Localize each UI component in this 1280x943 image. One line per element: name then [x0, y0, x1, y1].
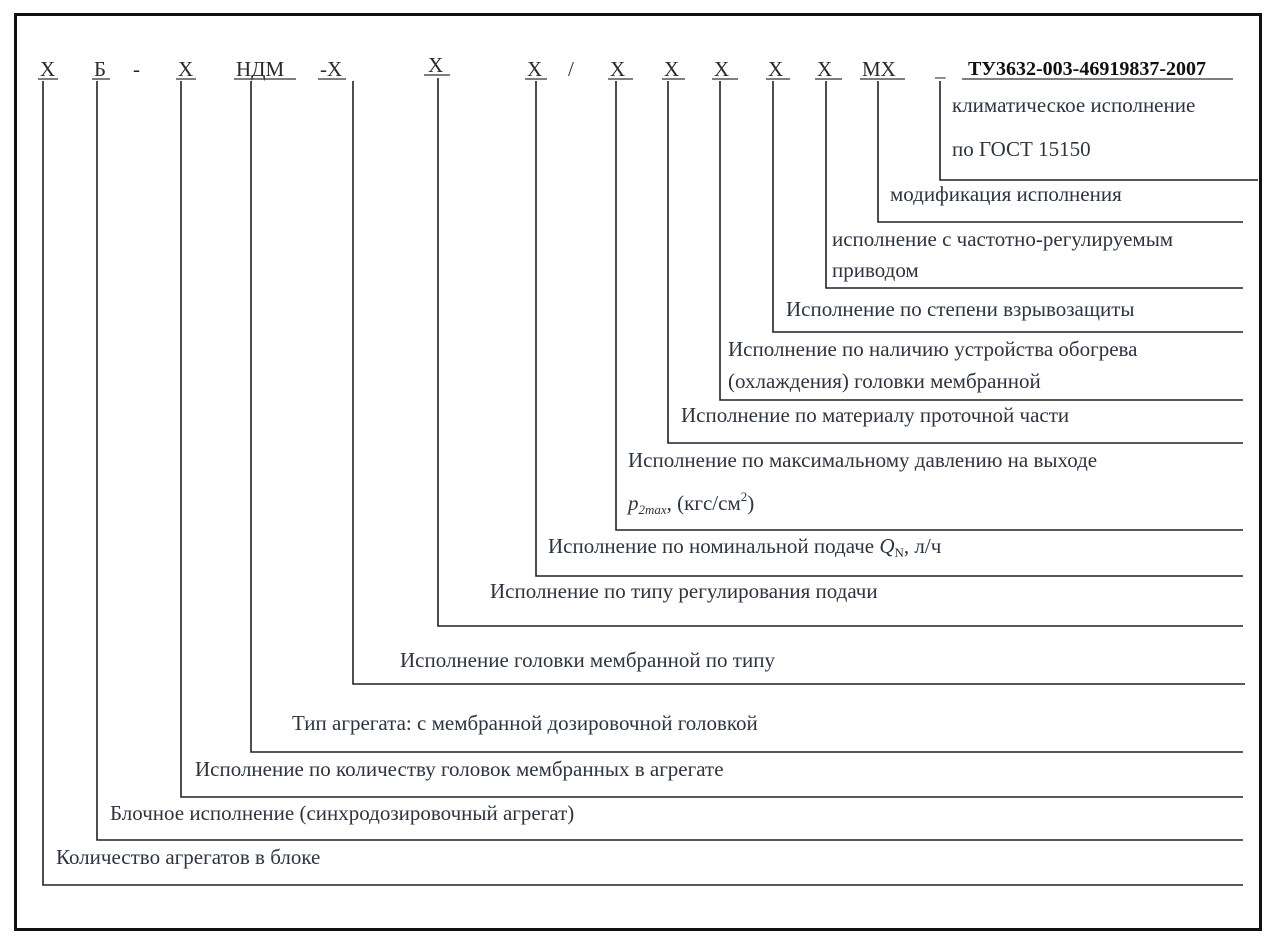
desc-drive-line2: приводом — [832, 258, 919, 282]
code-block: Б — [94, 57, 107, 81]
code-drive: Х — [817, 57, 833, 81]
code-climate: _ — [935, 57, 946, 81]
pressure-power: 2 — [740, 489, 748, 504]
desc-pressure-line1: Исполнение по максимальному давлению на выходе — [628, 448, 1098, 472]
pressure-units: , (кгс/см — [666, 491, 741, 515]
designation-code — [38, 53, 1233, 81]
desc-material: Исполнение по материалу проточной части — [681, 403, 1070, 427]
pressure-symbol: p — [628, 491, 639, 515]
desc-heads: Исполнение по количеству головок мембранных в агрегате — [195, 757, 724, 781]
leader-explosion — [773, 81, 1243, 332]
desc-block: Блочное исполнение (синхродозировочный агрегат) — [110, 801, 575, 825]
flow-symbol: Q — [879, 534, 895, 558]
desc-climate-line1: климатическое исполнение — [952, 93, 1196, 117]
desc-head-type: Исполнение головки мембранной по типу — [400, 648, 775, 672]
desc-flow — [548, 534, 942, 560]
code-heating: Х — [714, 57, 730, 81]
pressure-subscript: 2max — [638, 502, 667, 517]
desc-explosion: Исполнение по степени взрывозащиты — [786, 297, 1135, 321]
code-flow: Х — [527, 57, 543, 81]
desc-heating-line1: Исполнение по наличию устройства обогрева — [728, 337, 1138, 361]
desc-modification: модификация исполнения — [890, 182, 1122, 206]
code-material: Х — [664, 57, 680, 81]
code-slash: / — [568, 57, 574, 81]
code-tu: ТУ3632-003-46919837-2007 — [968, 58, 1206, 80]
code-head-type: -Х — [320, 57, 343, 81]
desc-regulation: Исполнение по типу регулирования подачи — [490, 579, 878, 603]
desc-drive-line1: исполнение с частотно-регулируемым — [832, 227, 1174, 251]
code-heads: Х — [178, 57, 194, 81]
code-modification: МХ — [862, 57, 896, 81]
desc-heating-line2: (охлаждения) головки мембранной — [728, 369, 1041, 393]
code-explosion: Х — [768, 57, 784, 81]
desc-type: Тип агрегата: с мембранной дозировочной головкой — [292, 711, 758, 735]
pressure-close: ) — [747, 491, 755, 515]
flow-units: , л/ч — [903, 534, 942, 558]
code-dash: - — [133, 57, 140, 81]
flow-text: Исполнение по номинальной подаче — [548, 534, 880, 558]
desc-climate-line2: по ГОСТ 15150 — [952, 137, 1091, 161]
code-regulation: Х — [428, 53, 444, 77]
desc-pressure-line2 — [626, 489, 754, 517]
code-pressure: Х — [610, 57, 626, 81]
desc-count: Количество агрегатов в блоке — [56, 845, 321, 869]
flow-subscript: N — [894, 545, 904, 560]
code-count: Х — [40, 57, 56, 81]
code-type: НДМ — [236, 57, 285, 81]
